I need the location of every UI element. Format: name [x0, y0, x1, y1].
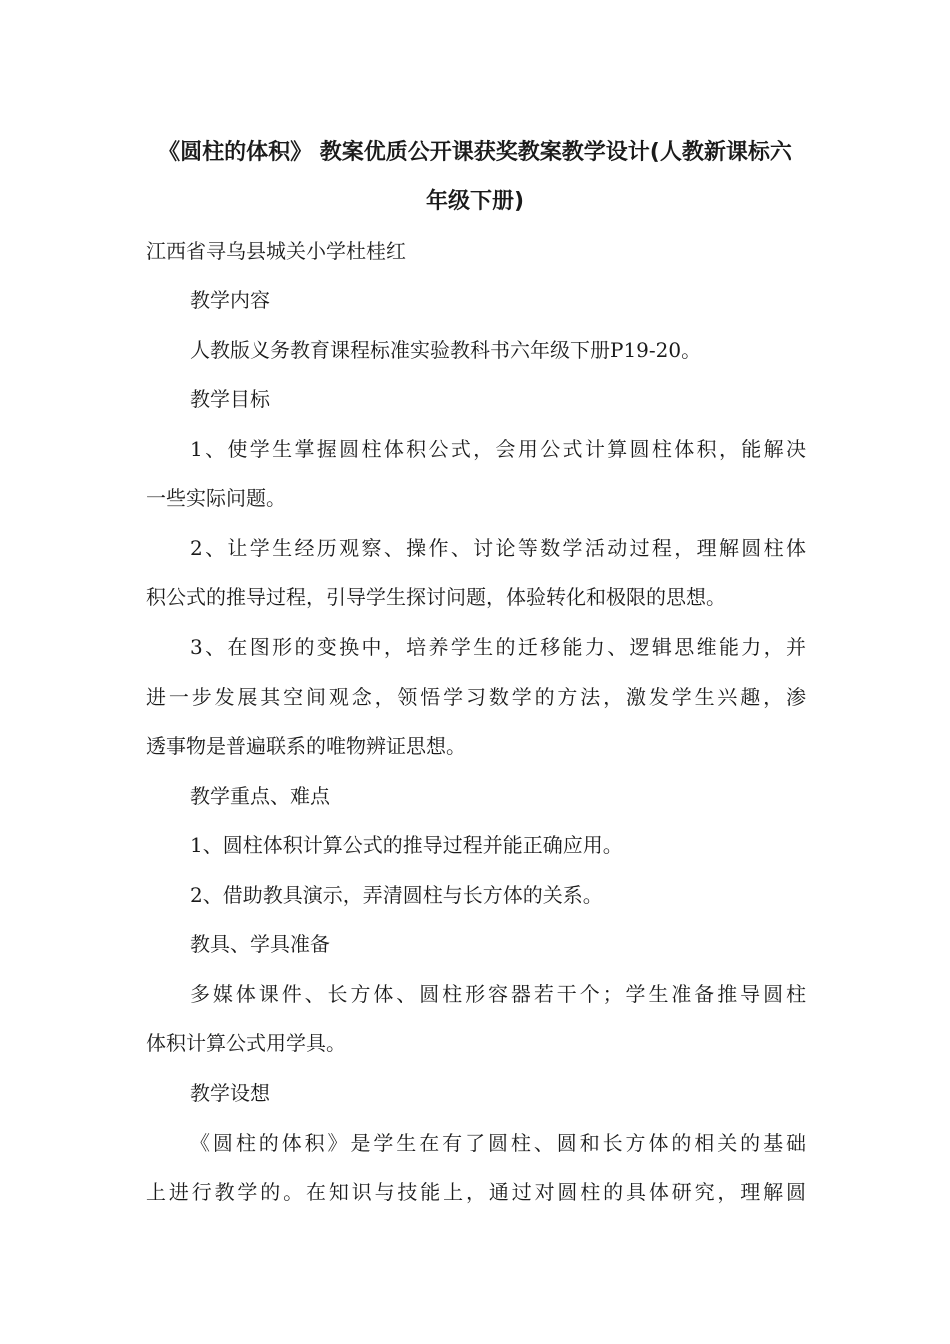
goal-2-line-2: 积公式的推导过程，引导学生探讨问题，体验转化和极限的思想。: [146, 585, 726, 609]
section-heading-content: 教学内容: [190, 288, 270, 312]
design-line-1: 《圆柱的体积》是学生在有了圆柱、圆和长方体的相关的基础: [190, 1131, 806, 1155]
section-heading-goals: 教学目标: [190, 387, 270, 411]
keypoint-1: 1、圆柱体积计算公式的推导过程并能正确应用。: [190, 833, 623, 857]
section-heading-design: 教学设想: [190, 1081, 270, 1105]
document-title-line-2: 年级下册): [425, 189, 525, 214]
goal-1-line-2: 一些实际问题。: [146, 486, 286, 510]
goal-1-line-1: 1、使学生掌握圆柱体积公式，会用公式计算圆柱体积，能解决: [190, 437, 806, 461]
design-line-2: 上进行教学的。在知识与技能上，通过对圆柱的具体研究，理解圆: [146, 1180, 806, 1204]
content-text: 人教版义务教育课程标准实验教科书六年级下册P19-20。: [190, 338, 702, 362]
section-heading-materials: 教具、学具准备: [190, 932, 330, 956]
section-heading-keypoints: 教学重点、难点: [190, 784, 330, 808]
document-title-line-1: 《圆柱的体积》 教案优质公开课获奖教案教学设计(人教新课标六: [158, 140, 792, 165]
goal-3-line-1: 3、在图形的变换中，培养学生的迁移能力、逻辑思维能力，并: [190, 635, 806, 659]
goal-3-line-2: 进一步发展其空间观念，领悟学习数学的方法，激发学生兴趣，渗: [146, 685, 806, 709]
keypoint-2: 2、借助教具演示，弄清圆柱与长方体的关系。: [190, 883, 603, 907]
goal-2-line-1: 2、让学生经历观察、操作、讨论等数学活动过程，理解圆柱体: [190, 536, 806, 560]
materials-line-1: 多媒体课件、长方体、圆柱形容器若干个；学生准备推导圆柱: [190, 982, 806, 1006]
author-line: 江西省寻乌县城关小学杜桂红: [146, 239, 406, 263]
materials-line-2: 体积计算公式用学具。: [146, 1031, 346, 1055]
goal-3-line-3: 透事物是普遍联系的唯物辨证思想。: [146, 734, 466, 758]
